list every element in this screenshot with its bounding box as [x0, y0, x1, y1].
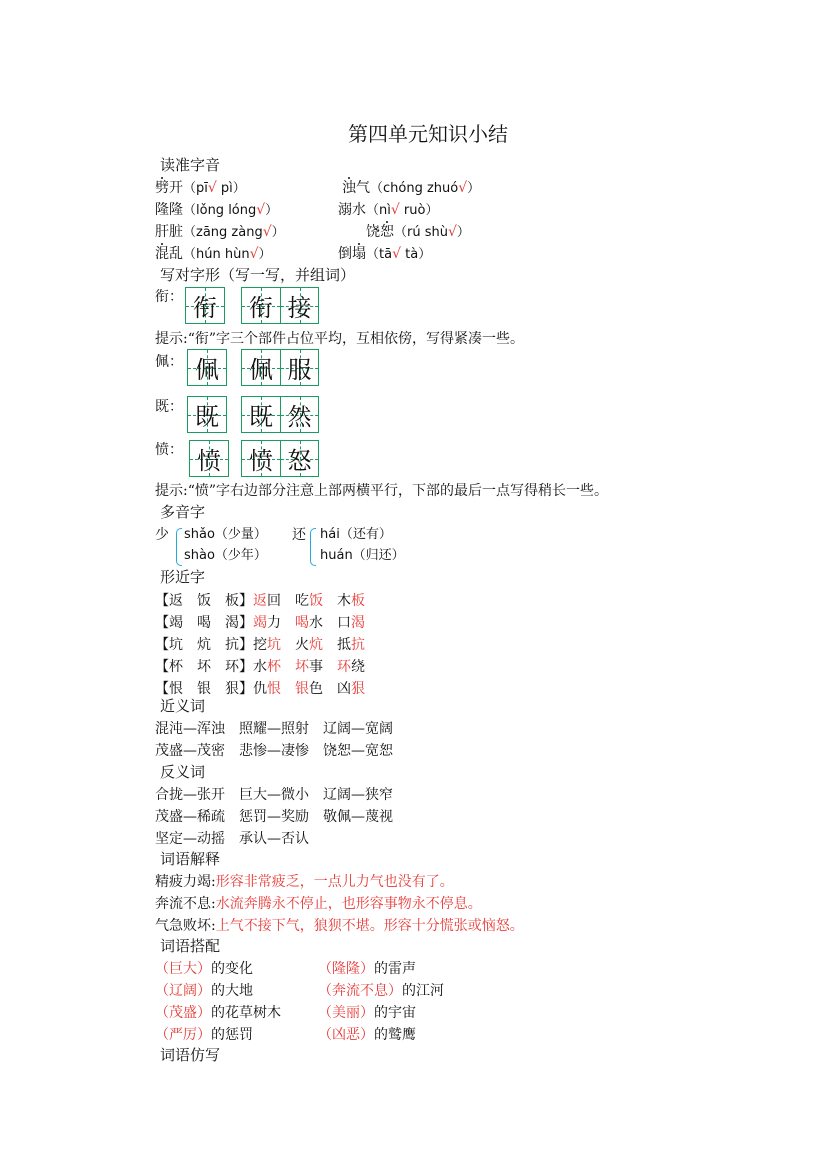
tip-text: 提示:“衔”字三个部件占位平均，互相依傍，写得紧凑一些。 — [155, 331, 525, 347]
writing-grid: 衔 — [185, 287, 225, 324]
section-heading-collocations: 词语搭配 — [160, 937, 221, 955]
similar-char-word: 银色 — [295, 681, 323, 697]
page-title: 第四单元知识小结 — [348, 122, 508, 146]
pron-item: 隆隆（lǒng lóng√） — [155, 202, 279, 218]
pron-item: 倒塌（tā√ tà） — [338, 246, 432, 262]
section-heading-explanations: 词语解释 — [160, 850, 221, 868]
collocation-item: （美丽）的宇宙 — [318, 1005, 416, 1021]
antonym-row: 坚定—动摇 承认—否认 — [155, 831, 309, 847]
collocation-item: （严厉）的惩罚 — [155, 1027, 253, 1043]
similar-char-word: 返回 — [253, 593, 281, 609]
synonym-row: 茂盛—茂密 悲惨—凄惨 饶恕—宽恕 — [155, 743, 393, 759]
explanation-row: 气急败坏:上气不接下气，狼狈不堪。形容十分慌张或恼怒。 — [155, 918, 524, 934]
writing-grid: 愤 — [189, 440, 229, 477]
polyphone-reading: shǎo（少量） — [184, 527, 267, 542]
section-heading-character-forms: 写对字形（写一写，并组词） — [160, 266, 356, 284]
polyphone-reading: huán（归还） — [320, 548, 405, 563]
synonym-row: 混沌—浑浊 照耀—照射 辽阔—宽阔 — [155, 721, 393, 737]
pron-item: 劈开（pī√ pì） — [155, 180, 246, 196]
section-heading-synonyms: 近义词 — [160, 697, 206, 715]
similar-char-word: 火炕 — [295, 637, 323, 653]
similar-char-row: 【恨 银 狠】仇恨 银色 凶狠 — [155, 681, 365, 697]
pron-item: 肝脏（zāng zàng√） — [155, 224, 285, 240]
writing-grid: 既 — [187, 396, 227, 433]
char-label: 愤： — [155, 442, 183, 458]
char-label: 佩： — [155, 354, 183, 370]
similar-char-word: 抵抗 — [337, 637, 365, 653]
brace — [176, 528, 182, 566]
similar-char-row: 【坑 炕 抗】挖坑 火炕 抵抗 — [155, 637, 365, 653]
similar-char-word: 水杯 — [253, 659, 281, 675]
pron-item: 溺水（nì√ ruò） — [338, 202, 439, 218]
collocation-item: （茂盛）的花草树木 — [155, 1005, 281, 1021]
polyphone-char: 还 — [292, 527, 306, 543]
similar-char-row: 【竭 喝 渴】竭力 喝水 口渴 — [155, 615, 365, 631]
tip-text: 提示:“愤”字右边部分注意上部两横平行，下部的最后一点写得稍长一些。 — [155, 483, 609, 499]
writing-grid-word: 佩 服 — [241, 349, 319, 386]
brace — [310, 528, 316, 566]
collocation-item: （凶恶）的鹫鹰 — [318, 1027, 416, 1043]
writing-grid-word: 既 然 — [241, 396, 319, 433]
similar-char-word: 木板 — [337, 593, 365, 609]
polyphone-reading: shào（少年） — [184, 548, 267, 563]
polyphone-char: 少 — [155, 527, 169, 543]
pron-item: 混乱（hún hùn√） — [155, 246, 272, 262]
pron-item: 浊气（chóng zhuó√） — [342, 180, 481, 196]
similar-char-word: 环绕 — [337, 659, 365, 675]
section-heading-similar-chars: 形近字 — [160, 568, 206, 586]
char-label: 既： — [155, 399, 183, 415]
section-heading-polyphones: 多音字 — [160, 503, 206, 521]
collocation-item: （奔流不息）的江河 — [318, 983, 444, 999]
section-heading-imitation: 词语仿写 — [160, 1046, 221, 1064]
explanation-row: 精疲力竭:形容非常疲乏，一点儿力气也没有了。 — [155, 874, 454, 890]
similar-char-word: 坏事 — [295, 659, 323, 675]
antonym-row: 合拢—张开 巨大—微小 辽阔—狭窄 — [155, 787, 393, 803]
char-label: 衔： — [155, 289, 183, 305]
section-heading-pronunciation: 读准字音 — [160, 156, 221, 174]
similar-char-word: 吃饭 — [295, 593, 323, 609]
similar-char-word: 喝水 — [295, 615, 323, 631]
similar-char-word: 竭力 — [253, 615, 281, 631]
pron-item: 饶恕（rú shù√） — [366, 224, 470, 240]
antonym-row: 茂盛—稀疏 惩罚—奖励 敬佩—蔑视 — [155, 809, 393, 825]
collocation-item: （隆隆）的雷声 — [318, 961, 416, 977]
section-heading-antonyms: 反义词 — [160, 763, 206, 781]
writing-grid: 佩 — [187, 349, 227, 386]
writing-grid-word: 衔 接 — [241, 287, 319, 324]
explanation-row: 奔流不息:水流奔腾永不停止，也形容事物永不停息。 — [155, 896, 482, 912]
writing-grid-word: 愤 怒 — [241, 440, 319, 477]
similar-char-word: 口渴 — [337, 615, 365, 631]
similar-char-row: 【杯 坏 环】水杯 坏事 环绕 — [155, 659, 365, 675]
similar-char-word: 仇恨 — [253, 681, 281, 697]
polyphone-reading: hái（还有） — [320, 527, 392, 542]
collocation-item: （辽阔）的大地 — [155, 983, 253, 999]
similar-char-row: 【返 饭 板】返回 吃饭 木板 — [155, 593, 365, 609]
similar-char-word: 凶狠 — [337, 681, 365, 697]
collocation-item: （巨大）的变化 — [155, 961, 253, 977]
similar-char-word: 挖坑 — [253, 637, 281, 653]
